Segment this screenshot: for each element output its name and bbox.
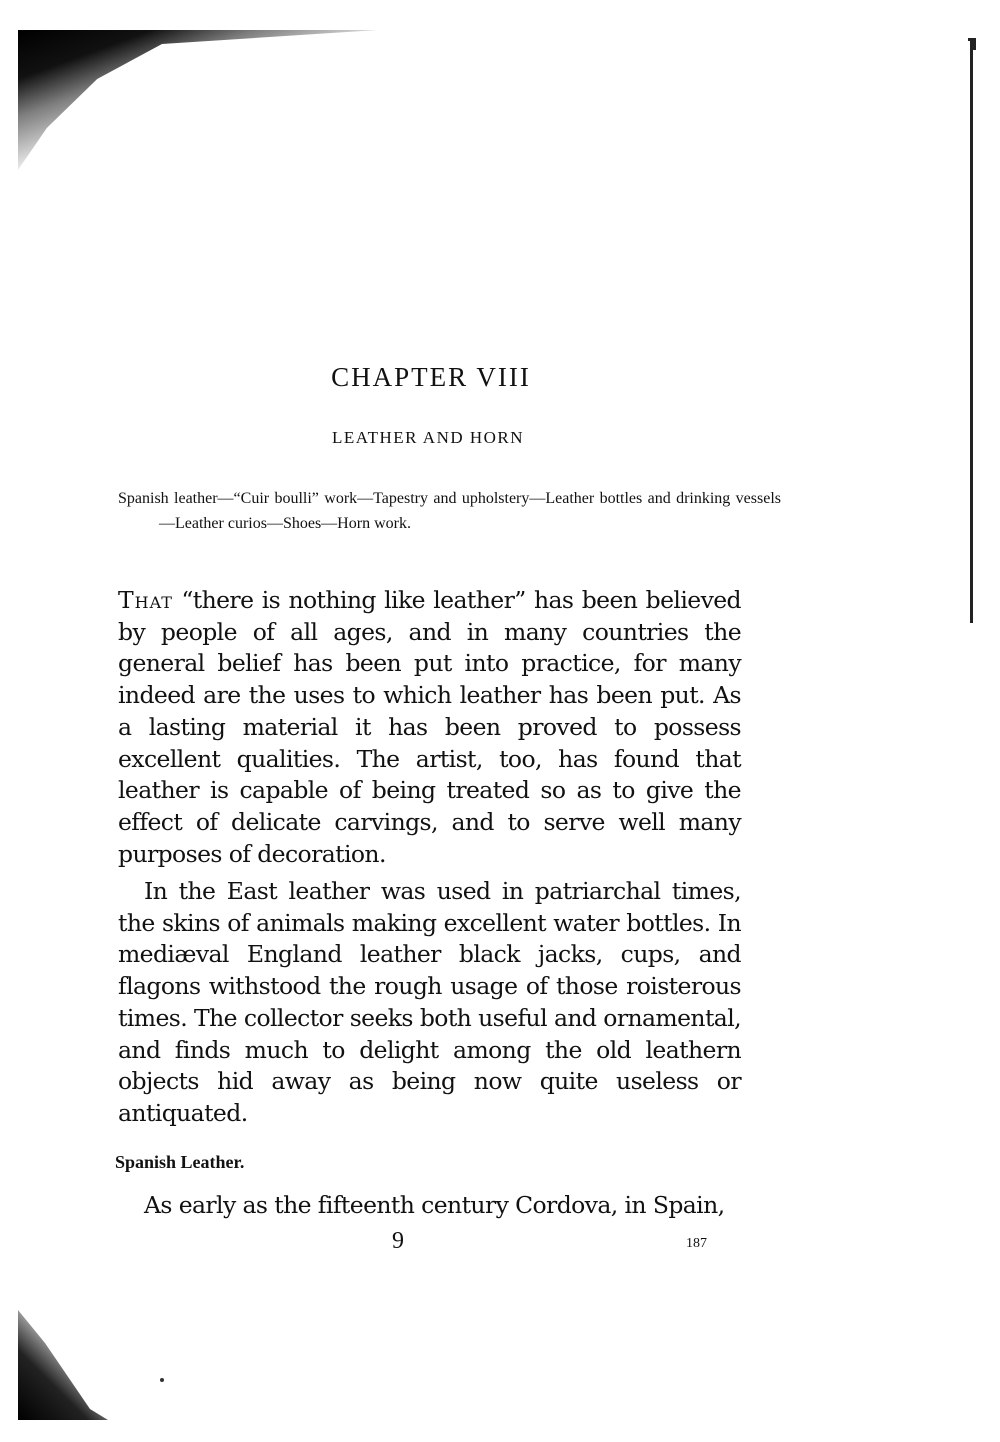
paragraph-3: As early as the fifteenth century Cordova, in Spain, bbox=[144, 1191, 725, 1219]
paragraph-2: In the East leather was used in patriarchal times, the skins of animals making excellent water bottles. In mediæval England leather black jacks, cups, and flagons withstood the rough usage of those roisterous times. The collector seeks both useful and ornamental, and finds much to delight among the old leathern objects hid away as being now quite useless or antiquated. bbox=[118, 877, 741, 1127]
scan-edge-shadow-top bbox=[18, 30, 378, 170]
scan-speck bbox=[160, 1378, 164, 1382]
page-number: 187 bbox=[686, 1236, 707, 1251]
page-edge-line bbox=[970, 38, 973, 623]
chapter-synopsis: Spanish leather—“Cuir boulli” work—Tapestry and upholstery—Leather bottles and drinking vessels—Leather curios—Shoes—Horn work. bbox=[118, 490, 781, 532]
chapter-title: CHAPTER VIII bbox=[331, 362, 531, 392]
paragraph-1 bbox=[118, 585, 741, 870]
chapter-subtitle: LEATHER AND HORN bbox=[331, 428, 525, 447]
paragraph-1-text: “there is nothing like leather” has been believed by people of all ages, and in many countries the general belief has been put into practice, for many indeed are the uses to which leather has been put. As a lasting material it has been proved to possess excellent qualities. The artist, too, has found that leather is capable of being treated so as to give the effect of delicate carvings, and to serve well many purposes of decoration. bbox=[118, 586, 741, 868]
section-heading: Spanish Leather. bbox=[115, 1152, 245, 1172]
paragraph-1-lead: That bbox=[118, 586, 173, 614]
signature-mark: 9 bbox=[392, 1228, 404, 1254]
scan-edge-shadow-bottom bbox=[18, 1310, 108, 1420]
page-edge-corner bbox=[968, 38, 976, 50]
